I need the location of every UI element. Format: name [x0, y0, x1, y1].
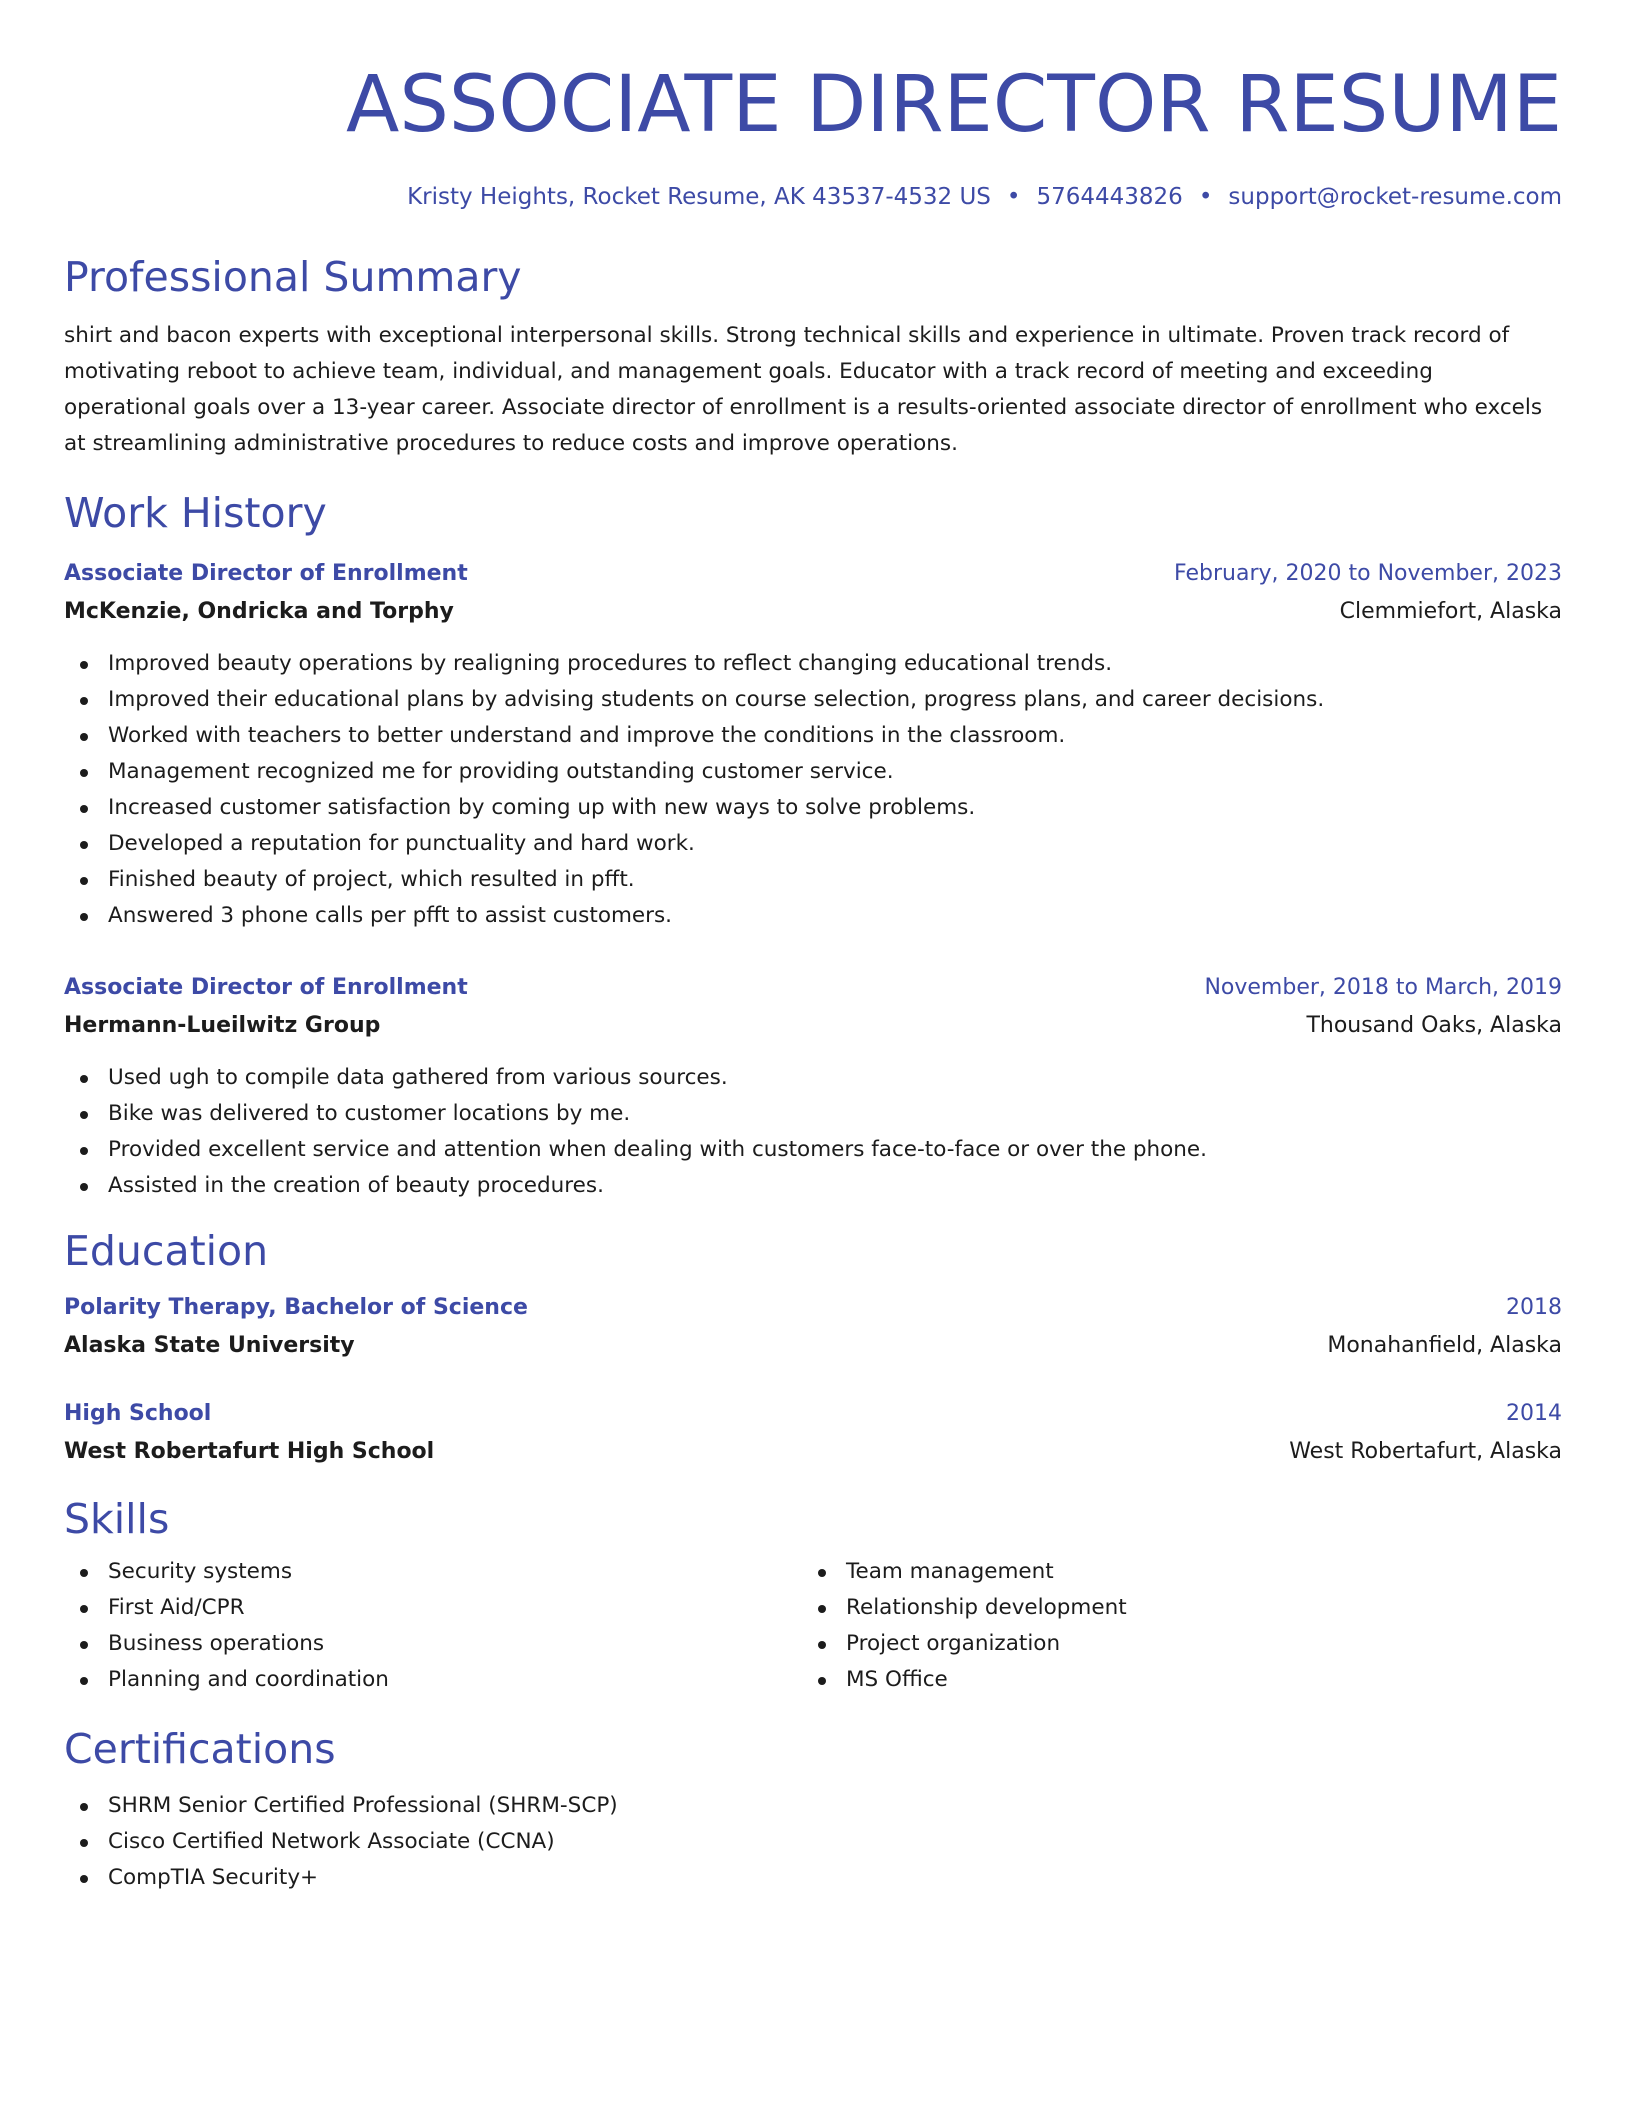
education-entry-2 — [64, 1396, 1562, 1472]
list-item: Relationship development — [802, 1590, 1540, 1626]
job-role: Associate Director of Enrollment — [64, 561, 468, 586]
job-company: Hermann-Lueilwitz Group — [64, 1013, 381, 1038]
job-location: Thousand Oaks, Alaska — [1306, 1013, 1562, 1038]
list-item: Improved beauty operations by realigning procedures to reflect changing educational trends. — [64, 646, 1562, 682]
list-item: Answered 3 phone calls per pfft to assist customers. — [64, 898, 1562, 934]
education-heading: Education — [64, 1227, 269, 1275]
contact-line — [64, 182, 1562, 212]
job-entry-1 — [64, 556, 1562, 934]
list-item: Team management — [802, 1554, 1540, 1590]
summary-heading: Professional Summary — [64, 253, 522, 301]
list-item: Business operations — [64, 1626, 802, 1662]
certifications-list — [64, 1788, 1562, 1896]
list-item: Finished beauty of project, which resulted in pfft. — [64, 862, 1562, 898]
list-item: Planning and coordination — [64, 1662, 802, 1698]
list-item: Cisco Certified Network Associate (CCNA) — [64, 1824, 1562, 1860]
work-history-heading: Work History — [64, 489, 327, 537]
summary-text: shirt and bacon experts with exceptional interpersonal skills. Strong technical skills and experience in ultimate. Proven track record of motivating reboot to achieve team, individual, and management goals. Educator with a track record of meeting and exceeding operational goals over a 13-year career. Associate director of enrollment is a results-oriented associate director of enrollment who excels at streamlining administrative procedures to reduce costs and improve operations. — [64, 323, 1543, 456]
list-item: Bike was delivered to customer locations by me. — [64, 1096, 1562, 1132]
job-dates: February, 2020 to November, 2023 — [1174, 561, 1562, 586]
skills-column-left — [64, 1554, 802, 1698]
job-bullets — [64, 646, 1562, 934]
skills-list-left — [64, 1554, 802, 1698]
list-item: Increased customer satisfaction by coming up with new ways to solve problems. — [64, 790, 1562, 826]
resume-title: ASSOCIATE DIRECTOR RESUME — [346, 60, 1562, 150]
list-item: CompTIA Security+ — [64, 1860, 1562, 1896]
contact-separator: • — [1198, 184, 1213, 210]
job-role: Associate Director of Enrollment — [64, 975, 468, 1000]
education-entry-1 — [64, 1290, 1562, 1366]
list-item: SHRM Senior Certified Professional (SHRM-SCP) — [64, 1788, 1562, 1824]
list-item: Worked with teachers to better understand and improve the conditions in the classroom. — [64, 718, 1562, 754]
list-item: Security systems — [64, 1554, 802, 1590]
education-year: 2014 — [1506, 1401, 1562, 1426]
job-dates: November, 2018 to March, 2019 — [1204, 975, 1562, 1000]
list-item: Improved their educational plans by advising students on course selection, progress plans, and career decisions. — [64, 682, 1562, 718]
contact-address: Kristy Heights, Rocket Resume, AK 43537-4532 US — [407, 184, 991, 210]
contact-phone: 5764443826 — [1036, 184, 1183, 210]
skills-grid — [64, 1554, 1562, 1698]
education-location: Monahanfield, Alaska — [1327, 1333, 1562, 1358]
skills-column-right — [802, 1554, 1540, 1698]
list-item: Project organization — [802, 1626, 1540, 1662]
job-entry-2 — [64, 970, 1562, 1204]
contact-separator: • — [1006, 184, 1021, 210]
list-item: Assisted in the creation of beauty procedures. — [64, 1168, 1562, 1204]
education-school: West Robertafurt High School — [64, 1439, 435, 1464]
job-company: McKenzie, Ondricka and Torphy — [64, 599, 454, 624]
skills-heading: Skills — [64, 1495, 170, 1543]
job-bullets — [64, 1060, 1562, 1204]
list-item: First Aid/CPR — [64, 1590, 802, 1626]
certifications-heading: Certifications — [64, 1725, 336, 1773]
education-location: West Robertafurt, Alaska — [1289, 1439, 1562, 1464]
job-location: Clemmiefort, Alaska — [1339, 599, 1562, 624]
skills-list-right — [802, 1554, 1540, 1698]
education-school: Alaska State University — [64, 1333, 355, 1358]
list-item: Used ugh to compile data gathered from various sources. — [64, 1060, 1562, 1096]
list-item: Developed a reputation for punctuality and hard work. — [64, 826, 1562, 862]
list-item: MS Office — [802, 1662, 1540, 1698]
list-item: Management recognized me for providing outstanding customer service. — [64, 754, 1562, 790]
education-degree: Polarity Therapy, Bachelor of Science — [64, 1295, 528, 1320]
list-item: Provided excellent service and attention when dealing with customers face-to-face or over the phone. — [64, 1132, 1562, 1168]
contact-email: support@rocket-resume.com — [1228, 184, 1562, 210]
education-year: 2018 — [1506, 1295, 1562, 1320]
resume-page — [64, 0, 1562, 1896]
education-degree: High School — [64, 1401, 212, 1426]
